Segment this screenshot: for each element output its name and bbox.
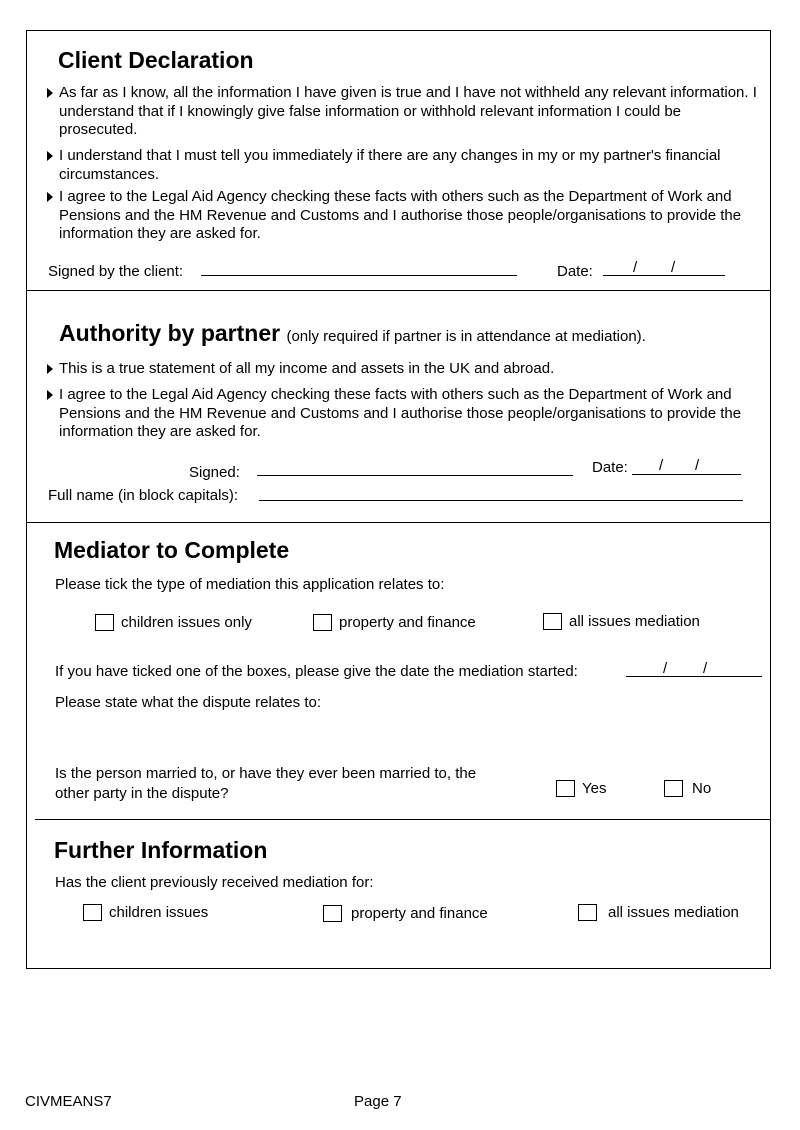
client-bullet-2: I understand that I must tell you immediately if there are any changes in my or my partner's financial circumstances. — [47, 147, 762, 184]
checkbox[interactable] — [578, 904, 597, 921]
form-frame — [26, 30, 771, 969]
section-divider — [35, 819, 770, 820]
checkbox[interactable] — [664, 780, 683, 797]
dispute-prompt: Please state what the dispute relates to: — [55, 694, 321, 711]
prev-property-and-finance[interactable]: property and finance — [323, 905, 488, 922]
option-property-and-finance[interactable]: property and finance — [313, 614, 476, 631]
checkbox[interactable] — [543, 613, 562, 630]
checkbox[interactable] — [556, 780, 575, 797]
date-separator: / — [703, 660, 708, 677]
prev-children-issues[interactable]: children issues — [83, 904, 208, 921]
partner-signed-label: Signed: — [189, 464, 240, 481]
form-code: CIVMEANS7 — [25, 1093, 112, 1110]
bullet-arrow-icon — [47, 364, 53, 374]
client-date-line[interactable] — [603, 275, 725, 276]
partner-fullname-label: Full name (in block capitals): — [48, 487, 239, 504]
partner-bullet-1: This is a true statement of all my income and assets in the UK and abroad. — [47, 360, 762, 379]
further-info-title: Further Information — [54, 837, 268, 863]
client-bullet-1: As far as I know, all the information I have given is true and I have not withheld any relevant information. I understand that if I knowingly give false information or withhold relevant information I could be prosecuted. — [47, 84, 762, 140]
checkbox[interactable] — [83, 904, 102, 921]
prev-all-issues-mediation[interactable]: all issues mediation — [578, 904, 739, 921]
previous-mediation-prompt: Has the client previously received mediation for: — [55, 874, 374, 891]
client-date-label: Date: — [557, 263, 593, 280]
client-signature-line[interactable] — [201, 275, 517, 276]
section-divider — [27, 290, 770, 291]
bullet-arrow-icon — [47, 192, 53, 202]
date-separator: / — [633, 259, 638, 276]
partner-note: (only required if partner is in attendance at mediation). — [286, 328, 646, 345]
married-question-line2: other party in the dispute? — [55, 785, 229, 802]
bullet-arrow-icon — [47, 88, 53, 98]
date-separator: / — [659, 457, 664, 474]
date-separator: / — [663, 660, 668, 677]
client-declaration-title: Client Declaration — [58, 47, 254, 73]
married-yes[interactable]: Yes — [556, 780, 606, 797]
partner-bullet-2: I agree to the Legal Aid Agency checking these facts with others such as the Department of Work and Pensions and the HM Revenue and Customs and I authorise those people/organisations to provide the information they are asked for. — [47, 386, 762, 442]
checkbox[interactable] — [323, 905, 342, 922]
partner-date-line[interactable] — [632, 474, 741, 475]
mediation-type-prompt: Please tick the type of mediation this application relates to: — [55, 576, 445, 593]
married-question-line1: Is the person married to, or have they ever been married to, the — [55, 765, 477, 782]
mediator-title: Mediator to Complete — [54, 537, 290, 563]
partner-fullname-line[interactable] — [259, 500, 743, 501]
checkbox[interactable] — [95, 614, 114, 631]
married-no[interactable]: No — [664, 780, 711, 797]
partner-date-label: Date: — [592, 459, 628, 476]
mediation-date-prompt: If you have ticked one of the boxes, please give the date the mediation started: — [55, 663, 578, 680]
checkbox[interactable] — [313, 614, 332, 631]
page-number: Page 7 — [354, 1093, 402, 1110]
bullet-arrow-icon — [47, 390, 53, 400]
option-children-issues-only[interactable]: children issues only — [95, 614, 252, 631]
bullet-arrow-icon — [47, 151, 53, 161]
option-all-issues-mediation[interactable]: all issues mediation — [543, 613, 700, 630]
date-separator: / — [671, 259, 676, 276]
partner-signature-line[interactable] — [257, 475, 573, 476]
client-bullet-3: I agree to the Legal Aid Agency checking these facts with others such as the Department of Work and Pensions and the HM Revenue and Customs and I authorise those people/organisations to provide the information they are asked for. — [47, 188, 762, 244]
section-divider — [27, 522, 770, 523]
partner-authority-title: Authority by partner (only required if partner is in attendance at mediation). — [59, 320, 646, 346]
date-separator: / — [695, 457, 700, 474]
client-signed-label: Signed by the client: — [48, 263, 184, 280]
mediation-date-line[interactable] — [626, 676, 762, 677]
